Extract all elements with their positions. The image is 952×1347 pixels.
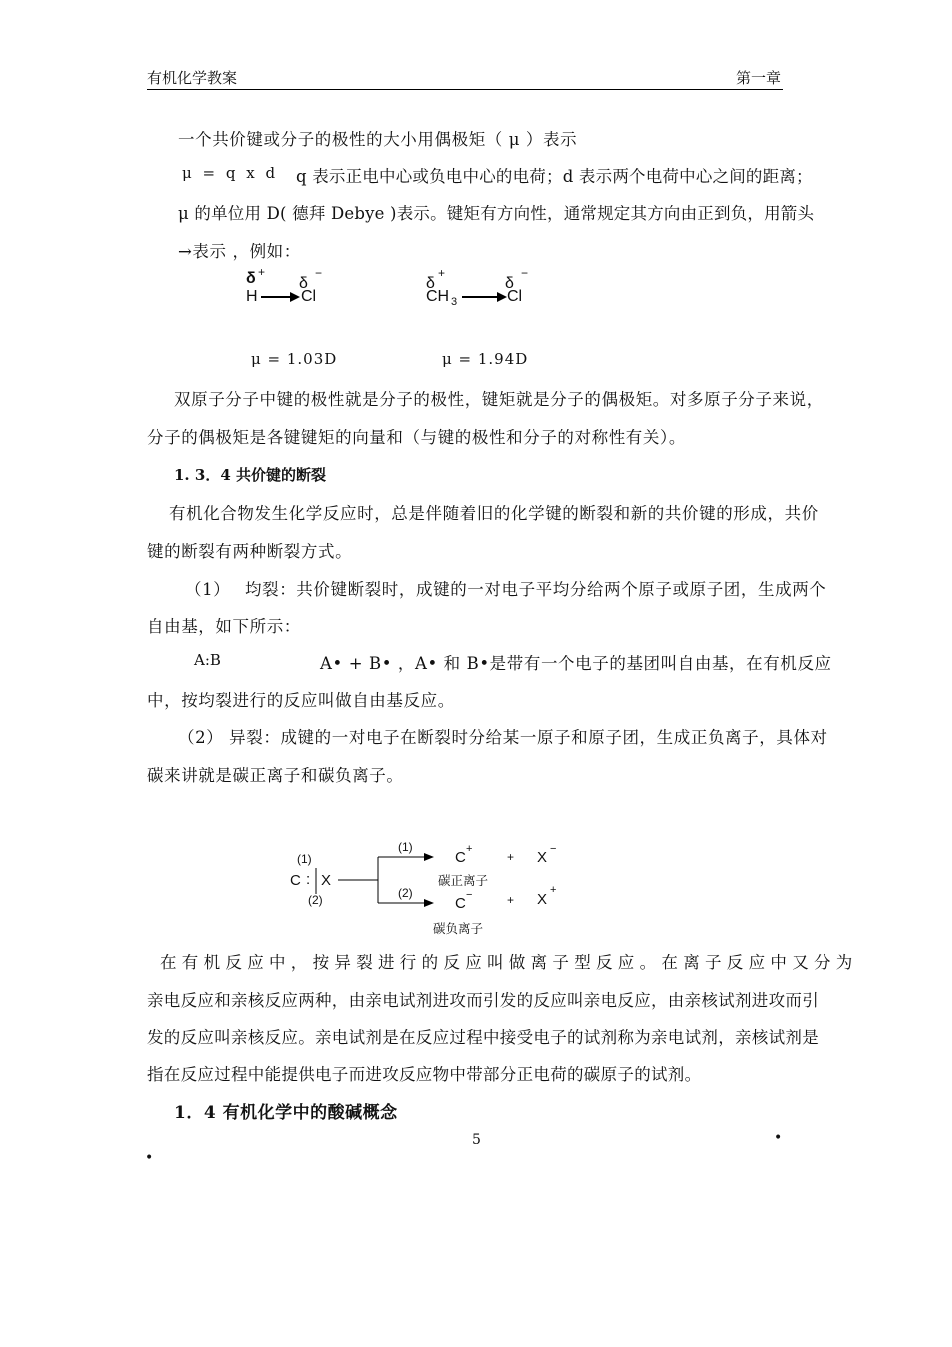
paragraph-heterolysis: （2） 异裂：成键的一对电子在断裂时分给某一原子和原子团，生成正负离子，具体对	[178, 728, 828, 747]
paragraph-electrophilic-nucleophilic: 亲电反应和亲核反应两种，由亲电试剂进攻而引发的反应叫亲电反应，由亲核试剂进攻而引	[147, 991, 819, 1010]
dipole-value-ch3cl: μ = 1.94D	[442, 350, 529, 368]
paragraph-free-radical-reaction: 中，按均裂进行的反应叫做自由基反应。	[147, 691, 455, 710]
minus-superscript: −	[521, 266, 529, 280]
section-heading-acid-base: 1．4 有机化学中的酸碱概念	[174, 1103, 398, 1123]
scheme-x: X	[321, 872, 332, 889]
cation-x-charge: +	[550, 884, 557, 896]
paragraph-electrophile-def: 发的反应叫亲核反应。亲电试剂是在反应过程中接受电子的试剂称为亲电试剂，亲核试剂是	[147, 1028, 819, 1047]
dipole-value-hcl: μ = 1.03D	[251, 350, 338, 368]
paragraph-formula-explain: q 表示正电中心或负电中心的电荷；d 表示两个电荷中心之间的距离；	[296, 167, 813, 186]
footer-dot-right: •	[774, 1130, 783, 1146]
arrow-label-1: (1)	[398, 840, 413, 854]
header-rule	[147, 89, 783, 90]
subscript-3: 3	[451, 296, 458, 308]
page-number: 5	[472, 1132, 481, 1148]
plus-superscript: +	[258, 265, 266, 279]
plus-sign-2: +	[507, 893, 515, 907]
plus-sign-1: +	[507, 850, 515, 864]
header-title: 有机化学教案	[147, 69, 238, 87]
anion-x: X	[537, 849, 548, 866]
carbanion-c: C	[455, 895, 466, 912]
carbanion-label: 碳负离子	[433, 921, 484, 936]
paragraph-arrow: →表示 ，例如：	[178, 242, 301, 261]
minus-superscript: −	[315, 266, 323, 280]
paragraph-homolysis: 均裂：共价键断裂时，成键的一对电子平均分给两个原子或原子团，生成两个	[245, 580, 827, 599]
delta-minus-symbol: δ	[299, 275, 308, 292]
paragraph-molecular-polarity: 双原子分子中键的极性就是分子的极性，键矩就是分子的偶极矩。对多原子分子来说，	[174, 390, 824, 409]
cation-x: X	[537, 891, 548, 908]
section-heading-bond-cleavage: 1. 3．4 共价键的断裂	[174, 466, 326, 484]
delta-minus-symbol: δ	[505, 275, 514, 292]
formula-mu: μ = q x d	[182, 164, 279, 182]
paragraph-dipole-intro: 一个共价键或分子的极性的大小用偶极矩（ μ ）表示	[178, 130, 578, 149]
dipole-arrow	[460, 290, 508, 304]
paragraph-ionic-reaction: 在有机反应中，按异裂进行的反应叫做离子型反应。在离子反应中又分为	[160, 953, 858, 972]
atom-cl: Cl	[301, 288, 317, 305]
scheme-label-1: (1)	[297, 852, 312, 866]
scheme-bond-electrons: :	[306, 871, 311, 888]
paragraph-reaction-intro: 有机化合物发生化学反应时，总是伴随着旧的化学键的断裂和新的共价键的形成，共价	[169, 504, 819, 523]
paragraph-carbocation-carbanion: 碳来讲就是碳正离子和碳负离子。	[147, 766, 404, 785]
dipole-arrow	[259, 290, 301, 304]
scheme-carbon: C	[290, 872, 301, 889]
header-chapter: 第一章	[736, 69, 782, 87]
scheme-label-2: (2)	[308, 893, 323, 907]
delta-plus-symbol: δ	[426, 275, 435, 292]
delta-plus-symbol: δ	[246, 270, 256, 287]
atom-ch: CH	[426, 288, 450, 305]
footer-dot-left: •	[145, 1150, 154, 1166]
arrow-label-2: (2)	[398, 886, 413, 900]
plus-superscript: +	[438, 266, 446, 280]
carbanion-charge: −	[466, 889, 473, 901]
cleavage-line	[314, 868, 318, 894]
carbocation-c: C	[455, 849, 466, 866]
branching-arrows	[338, 850, 438, 910]
carbocation-label: 碳正离子	[438, 873, 489, 888]
carbocation-charge: +	[466, 843, 473, 855]
paragraph-nucleophile-def: 指在反应过程中能提供电子而进攻反应物中带部分正电荷的碳原子的试剂。	[147, 1065, 702, 1084]
paragraph-two-ways: 键的断裂有两种断裂方式。	[147, 542, 353, 561]
list-number-1: （1）	[185, 580, 231, 599]
paragraph-vector-sum: 分子的偶极矩是各键键矩的向量和（与键的极性和分子的对称性有关）。	[147, 428, 686, 447]
atom-h: H	[246, 288, 258, 305]
atom-cl: Cl	[507, 288, 523, 305]
homolysis-reactant: A:B	[194, 651, 221, 669]
paragraph-free-radical-intro: 自由基，如下所示：	[147, 617, 301, 636]
paragraph-free-radical-def: A• + B• ，A• 和 B•是带有一个电子的基团叫自由基，在有机反应	[320, 654, 832, 673]
anion-x-charge: −	[550, 843, 557, 855]
paragraph-unit: μ 的单位用 D( 德拜 Debye )表示。键矩有方向性，通常规定其方向由正到负，用箭头	[178, 204, 815, 223]
